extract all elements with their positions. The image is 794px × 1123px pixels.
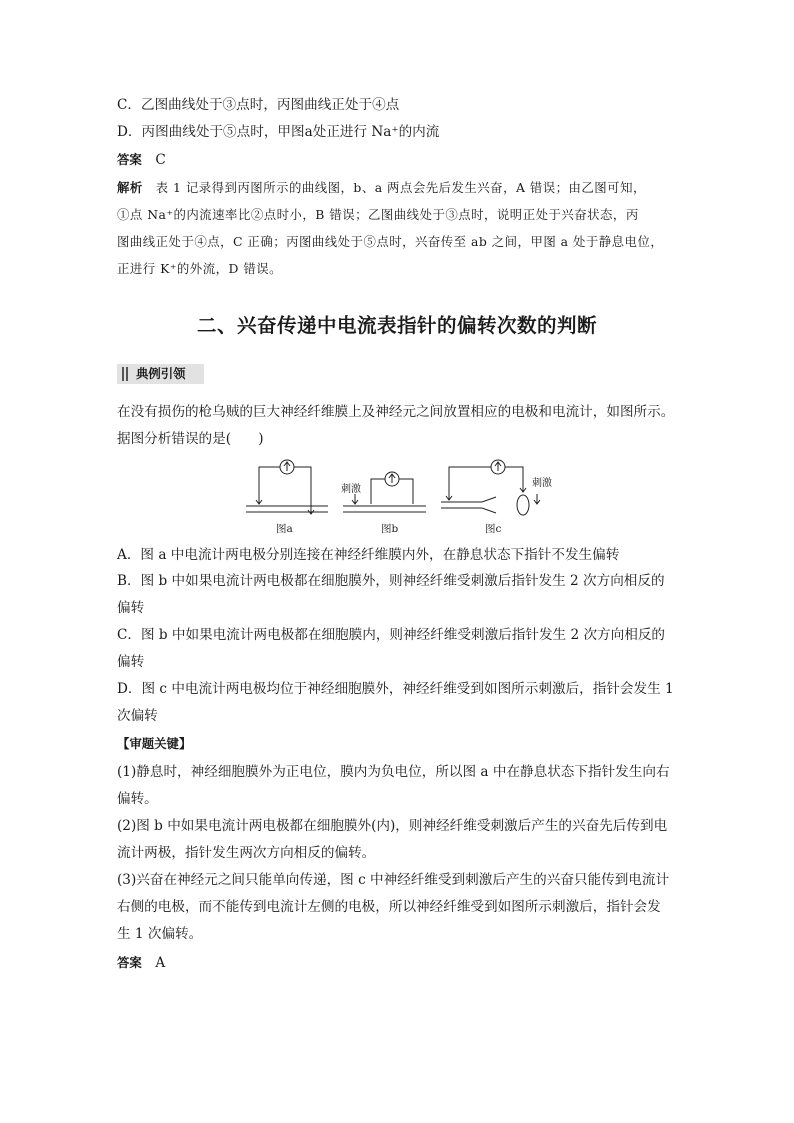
stimulus-c-label: 刺激	[532, 478, 552, 489]
badge-label: 典例引领	[136, 366, 186, 381]
question-stem-1: 在没有损伤的枪乌贼的巨大神经纤维膜上及神经元之间放置相应的电极和电流计，如图所示。	[117, 404, 675, 420]
key-point-line-1: (1)静息时，神经细胞膜外为正电位，膜内为负电位，所以图 a 中在静息状态下指针发生向右	[117, 764, 670, 780]
option-d-line-1: D．图 c 中电流计两电极均位于神经细胞膜外，神经纤维受到如图所示刺激后，指针会发生 1	[117, 681, 674, 697]
final-answer-label: 答案	[117, 955, 142, 970]
example-badge	[117, 364, 204, 384]
key-point-line-7: 生 1 次偏转。	[117, 926, 203, 942]
final-answer-line	[117, 953, 165, 973]
key-point-line-3: (2)图 b 中如果电流计两电极都在细胞膜外(内)，则神经纤维受刺激后产生的兴奋先后传到电	[117, 818, 668, 834]
answer-label: 答案	[117, 152, 142, 167]
stimulus-b-label: 刺激	[341, 484, 361, 495]
explanation-label: 解析	[117, 180, 143, 195]
option-b-line-1: B．图 b 中如果电流计两电极都在细胞膜外，则神经纤维受刺激后指针发生 2 次方向相反的	[117, 573, 665, 589]
key-points-label: 【审题关键】	[117, 736, 192, 751]
question-stem-2: 据图分析错误的是( )	[117, 431, 264, 447]
option-a: A．图 a 中电流计两电极分别连接在神经纤维膜内外，在静息状态下指针不发生偏转	[117, 547, 620, 563]
synapse-right-icon	[517, 495, 529, 515]
key-point-line-4: 流计两极，指针发生两次方向相反的偏转。	[117, 845, 376, 861]
explanation-line-2: ①点 Na⁺的内流速率比②点时小，B 错误；乙图曲线处于③点时，说明正处于兴奋状态，丙	[117, 207, 639, 222]
key-point-line-5: (3)兴奋在神经元之间只能单向传递，图 c 中神经纤维受到刺激后产生的兴奋只能传到电流计	[117, 872, 670, 888]
option-c: C．乙图曲线处于③点时，丙图曲线正处于④点	[117, 97, 400, 113]
explanation-line-1: 解析 表 1 记录得到丙图所示的曲线图，b、a 两点会先后发生兴奋，A 错误；由乙图可知，	[117, 180, 646, 195]
answer-line	[117, 150, 166, 170]
fig-a-label: 图a	[276, 523, 293, 535]
synapse-left-icon	[482, 497, 496, 502]
fig-b-label: 图b	[381, 523, 399, 535]
option-d: D．丙图曲线处于⑤点时，甲图a处正进行 Na⁺的内流	[117, 124, 440, 140]
key-point-line-2: 偏转。	[117, 791, 158, 807]
section-title: 二、兴奋传递中电流表指针的偏转次数的判断	[196, 314, 597, 337]
badge-bar-icon-2	[126, 367, 128, 381]
fig-c-label: 图c	[485, 523, 502, 535]
answer-value: C	[155, 152, 166, 168]
option-c-line-1: C．图 b 中如果电流计两电极都在细胞膜内，则神经纤维受刺激后指针发生 2 次方向相反的	[117, 627, 666, 643]
option-c-line-2: 偏转	[117, 654, 145, 670]
badge-bar-icon	[122, 367, 124, 381]
key-point-line-6: 右侧的电极，而不能传到电流计左侧的电极，所以神经纤维受到如图所示刺激后，指针会发	[117, 899, 661, 915]
figure-a	[246, 460, 328, 514]
electrode-diagrams	[240, 456, 560, 538]
option-d-line-2: 次偏转	[117, 708, 158, 724]
option-b-line-2: 偏转	[117, 600, 145, 616]
figure-c	[441, 460, 540, 515]
final-answer-value: A	[155, 955, 166, 971]
explanation-line-4: 正进行 K⁺的外流，D 错误。	[117, 261, 283, 276]
explanation-line-3: 图曲线正处于④点，C 正确；丙图曲线处于⑤点时，兴奋传至 ab 之间，甲图 a 处于静息电位，	[117, 234, 664, 249]
